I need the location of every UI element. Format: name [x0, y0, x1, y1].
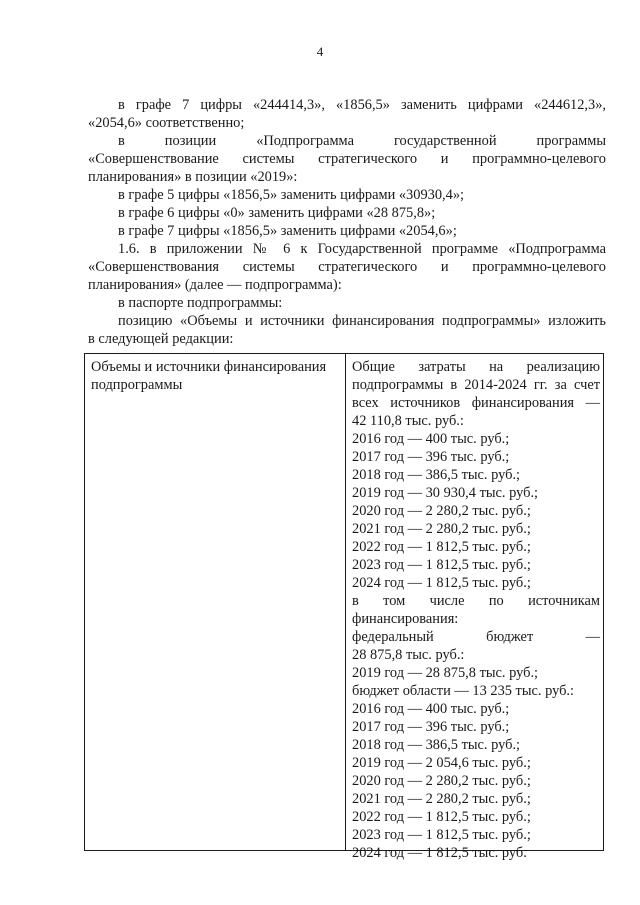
table-line: 2021 год — 2 280,2 тыс. руб.;: [352, 521, 531, 537]
table-line: подпрограммы в 2014-2024 гг. за счет: [352, 377, 600, 393]
table-line: в том числе по источникам: [352, 593, 600, 609]
text-line: в графе 7 цифры «244414,3», «1856,5» заменить цифрами «244612,3»,: [118, 97, 606, 113]
text-line: 1.6. в приложении № 6 к Государственной программе «Подпрограмма: [118, 241, 606, 257]
table-column-divider: [345, 353, 346, 851]
table-line: 28 875,8 тыс. руб.:: [352, 647, 465, 663]
text-line: планирования» в позиции «2019»:: [88, 169, 298, 185]
text-line: в паспорте подпрограммы:: [118, 295, 283, 311]
text-line: в графе 6 цифры «0» заменить цифрами «28 875,8»;: [118, 205, 436, 221]
table-line: 2019 год — 2 054,6 тыс. руб.;: [352, 755, 531, 771]
table-line: 42 110,8 тыс. руб.:: [352, 413, 464, 429]
page-number: 4: [316, 44, 324, 59]
text-line: в позиции «Подпрограмма государственной программы: [118, 133, 606, 149]
table-line: 2019 год — 30 930,4 тыс. руб.;: [352, 485, 539, 501]
table-line: Общие затраты на реализацию: [352, 359, 600, 375]
text-line: в графе 5 цифры «1856,5» заменить цифрами «30930,4»;: [118, 187, 465, 203]
table-line: 2021 год — 2 280,2 тыс. руб.;: [352, 791, 531, 807]
table-line: 2022 год — 1 812,5 тыс. руб.;: [352, 539, 531, 555]
table-line: 2020 год — 2 280,2 тыс. руб.;: [352, 503, 531, 519]
table-line: 2017 год — 396 тыс. руб.;: [352, 449, 510, 465]
table-line: 2022 год — 1 812,5 тыс. руб.;: [352, 809, 531, 825]
text-line: в графе 7 цифры «1856,5» заменить цифрами «2054,6»;: [118, 223, 457, 239]
table-line: 2016 год — 400 тыс. руб.;: [352, 701, 510, 717]
table-line: 2019 год — 28 875,8 тыс. руб.;: [352, 665, 539, 681]
table-line: 2023 год — 1 812,5 тыс. руб.;: [352, 557, 531, 573]
text-line: «Совершенствования системы стратегического и программно-целевого: [88, 259, 606, 275]
table-line: 2023 год — 1 812,5 тыс. руб.;: [352, 827, 531, 843]
text-line: «Совершенствование системы стратегического и программно-целевого: [88, 151, 606, 167]
table-line: 2018 год — 386,5 тыс. руб.;: [352, 737, 521, 753]
table-line: 2017 год — 396 тыс. руб.;: [352, 719, 510, 735]
table-line: 2016 год — 400 тыс. руб.;: [352, 431, 510, 447]
table-line: 2024 год — 1 812,5 тыс. руб.: [352, 845, 527, 861]
table-line: бюджет области — 13 235 тыс. руб.:: [352, 683, 575, 699]
text-line: планирования» (далее — подпрограмма):: [88, 277, 342, 293]
table-line: 2024 год — 1 812,5 тыс. руб.;: [352, 575, 531, 591]
table-line: федеральный бюджет —: [352, 629, 600, 645]
table-left-cell: Объемы и источники финансирования подпрограммы: [91, 359, 327, 393]
table-line: финансирования:: [352, 611, 459, 627]
table-line: 2020 год — 2 280,2 тыс. руб.;: [352, 773, 531, 789]
text-line: позицию «Объемы и источники финансирования подпрограммы» изложить: [118, 313, 606, 329]
table-line: всех источников финансирования —: [352, 395, 600, 411]
table-line: 2018 год — 386,5 тыс. руб.;: [352, 467, 521, 483]
text-line: в следующей редакции:: [88, 331, 234, 347]
text-line: «2054,6» соответственно;: [88, 115, 245, 131]
